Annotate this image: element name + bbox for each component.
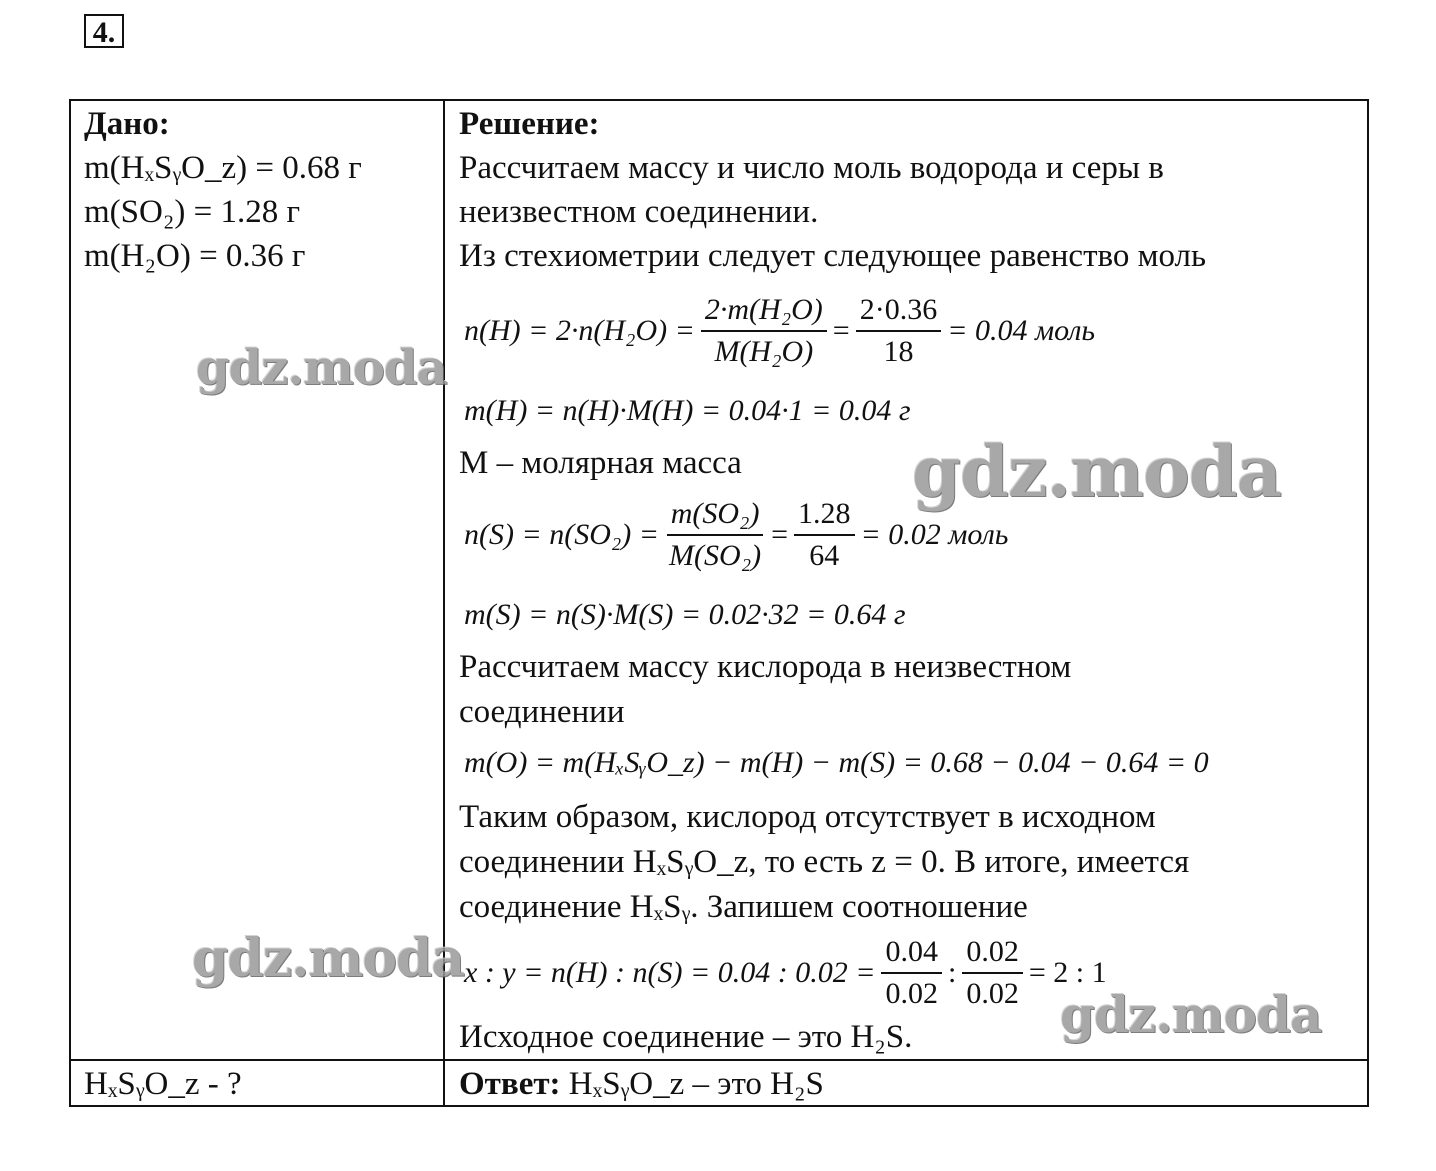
eq6-frac1-den: 0.02 (885, 977, 938, 1010)
solution-title: Решение: (459, 106, 600, 142)
find-text: HₓSᵧO_z - ? (84, 1066, 242, 1102)
solution-p4-line1: Таким образом, кислород отсутствует в исходном (459, 799, 1156, 835)
eq6-right: = 2 : 1 (1028, 956, 1107, 989)
given-line-2: m(SO₂) = 1.28 г (84, 194, 300, 230)
eq1-left: n(H) = 2·n(H₂O) = (464, 314, 695, 347)
watermark-logo: gdz.moda (196, 340, 447, 396)
eq6-fraction-1 (881, 932, 942, 1014)
answer-label: Ответ: (459, 1066, 561, 1102)
eq5: m(O) = m(HₓSᵧO_z) − m(H) − m(S) = 0.68 − 0.04 − 0.64 = 0 (464, 746, 1209, 779)
eq3-right: = 0.02 моль (860, 518, 1009, 551)
watermark-logo: gdz.moda (912, 430, 1282, 513)
equation-m-h (464, 390, 911, 432)
solution-p1-line2: неизвестном соединении. (459, 194, 819, 230)
solution-p3-line2: соединении (459, 694, 625, 730)
eq3-fraction-2 (794, 494, 855, 576)
eq1-mid: = (832, 314, 850, 347)
eq1-fraction-2 (856, 290, 942, 372)
equation-m-o (464, 740, 1209, 786)
eq6-frac1-num: 0.04 (881, 932, 942, 974)
solution-conclusion: Исходное соединение – это H₂S. (459, 1019, 913, 1055)
answer-row (459, 1062, 824, 1107)
watermark-logo: gdz.moda (1060, 985, 1322, 1044)
eq1-frac1-num: 2·m(H₂O) (701, 290, 827, 332)
eq6-fraction-2 (962, 932, 1023, 1014)
eq1-frac1-den: M(H₂O) (714, 335, 814, 368)
watermark-logo: gdz.moda (192, 928, 465, 989)
eq3-frac2-num: 1.28 (794, 494, 855, 536)
solution-p4-line2: соединении HₓSᵧO_z, то есть z = 0. В итоге, имеется (459, 844, 1190, 880)
eq4: m(S) = n(S)·M(S) = 0.02·32 = 0.64 г (464, 598, 906, 631)
given-title: Дано: (84, 106, 170, 142)
solution-p1-line1: Рассчитаем массу и число моль водорода и серы в (459, 150, 1164, 186)
eq6-mid: : (947, 956, 957, 989)
eq6-frac2-num: 0.02 (962, 932, 1023, 974)
given-line-3: m(H₂O) = 0.36 г (84, 238, 306, 274)
eq3-left: n(S) = n(SO₂) = (464, 518, 660, 551)
eq2: m(H) = n(H)·M(H) = 0.04·1 = 0.04 г (464, 394, 911, 427)
eq6-left: x : y = n(H) : n(S) = 0.04 : 0.02 = (464, 956, 876, 989)
equation-n-h (464, 286, 1095, 376)
eq3-fraction-1 (665, 494, 765, 576)
eq1-frac2-den: 18 (883, 335, 914, 368)
eq3-frac1-den: M(SO₂) (669, 539, 762, 572)
equation-m-s (464, 594, 906, 636)
problem-number: 4. (84, 14, 124, 48)
solution-p3-line1: Рассчитаем массу кислорода в неизвестном (459, 649, 1072, 685)
eq3-frac1-num: m(SO₂) (667, 494, 764, 536)
eq1-fraction-1 (701, 290, 827, 372)
eq3-mid: = (771, 518, 789, 551)
eq3-frac2-den: 64 (809, 539, 840, 572)
answer-text: HₓSᵧO_z – это H₂S (560, 1066, 824, 1102)
eq6-frac2-den: 0.02 (966, 977, 1019, 1010)
given-line-1: m(HₓSᵧO_z) = 0.68 г (84, 150, 362, 186)
eq1-right: = 0.04 моль (947, 314, 1096, 347)
solution-p2: Из стехиометрии следует следующее равенство моль (459, 238, 1207, 274)
solution-p4-line3: соединение HₓSᵧ. Запишем соотношение (459, 889, 1028, 925)
equation-ratio (464, 928, 1107, 1018)
eq1-frac2-num: 2·0.36 (856, 290, 942, 332)
molar-mass-note: M – молярная масса (459, 445, 742, 481)
